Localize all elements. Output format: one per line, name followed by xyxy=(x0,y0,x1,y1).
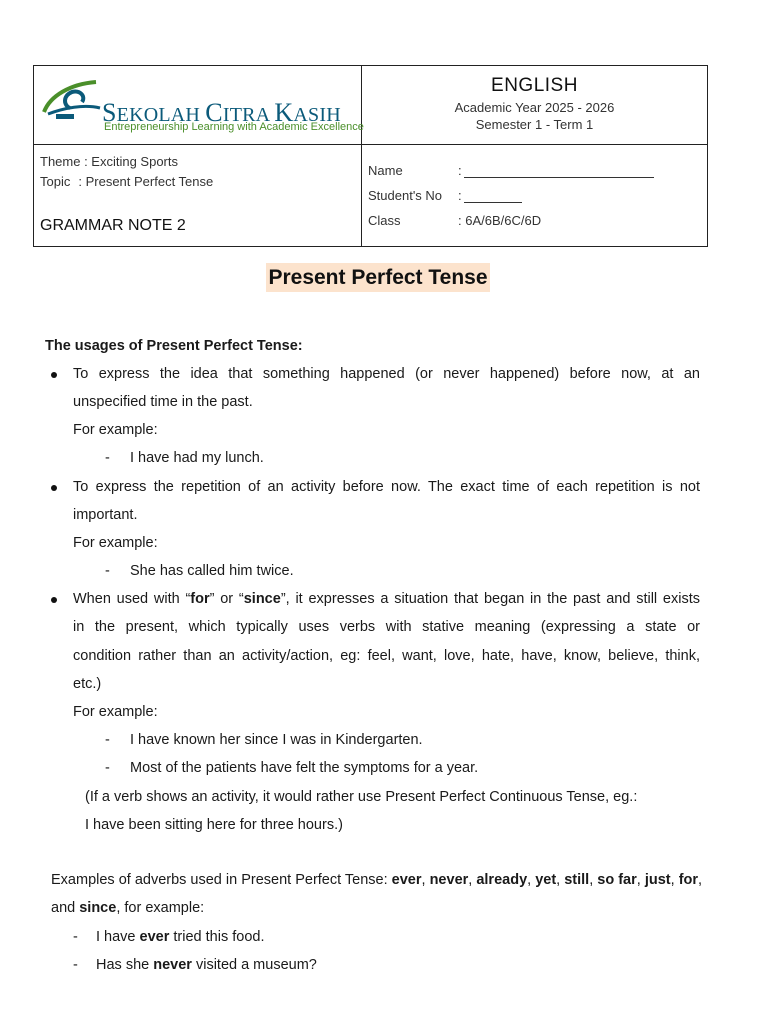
academic-year: Academic Year 2025 - 2026 xyxy=(454,100,615,115)
bullet2-example: She has called him twice. xyxy=(130,563,294,579)
school-logo xyxy=(40,74,364,138)
student-no-row: Student's No : xyxy=(368,188,668,206)
dash: - xyxy=(105,732,110,748)
bullet1-example-label: For example: xyxy=(73,422,158,438)
bullet-dot xyxy=(51,597,57,603)
class-row: Class : 6A/6B/6C/6D xyxy=(368,213,542,228)
bullet2-example-label: For example: xyxy=(73,535,158,551)
bullet3-line4: etc.) xyxy=(73,676,102,692)
logo-swoosh-icon xyxy=(40,78,104,120)
bullet3-note1: (If a verb shows an activity, it would rather use Present Perfect Continuous Tense, eg.: xyxy=(85,789,638,805)
school-name: SEKOLAH CITRA KASIH xyxy=(102,98,341,127)
subject-title: ENGLISH xyxy=(491,75,578,96)
bullet1-line1: To express the idea that something happened (or never happened) before now, at an xyxy=(73,366,700,382)
bullet-dot xyxy=(51,372,57,378)
adverb-example2: Has she never visited a museum? xyxy=(96,957,317,973)
grammar-note-title: GRAMMAR NOTE 2 xyxy=(40,217,186,234)
page-title: Present Perfect Tense xyxy=(0,266,756,290)
usages-heading: The usages of Present Perfect Tense: xyxy=(45,338,303,354)
topic-line: Topic : Present Perfect Tense xyxy=(40,174,214,189)
dash: - xyxy=(73,929,78,945)
student-no-field[interactable] xyxy=(464,190,522,203)
bullet2-line1: To express the repetition of an activity before now. The exact time of each repetition is not xyxy=(73,479,700,495)
semester: Semester 1 - Term 1 xyxy=(475,117,594,132)
dash: - xyxy=(73,957,78,973)
header-table xyxy=(33,65,708,247)
theme-block xyxy=(40,152,213,192)
dash: - xyxy=(105,760,110,776)
dash: - xyxy=(105,563,110,579)
bullet3-example2: Most of the patients have felt the symptoms for a year. xyxy=(130,760,479,776)
name-field[interactable] xyxy=(464,165,654,178)
adverb-example1: I have ever tried this food. xyxy=(96,929,265,945)
bullet3-example1: I have known her since I was in Kindergarten. xyxy=(130,732,423,748)
name-row: Name : xyxy=(368,163,668,181)
header-divider-horizontal xyxy=(34,144,707,145)
school-tagline: Entrepreneurship Learning with Academic Excellence xyxy=(104,121,364,133)
bullet2-line2: important. xyxy=(73,507,138,523)
bullet3-note2: I have been sitting here for three hours.) xyxy=(85,817,343,833)
bullet1-example: I have had my lunch. xyxy=(130,450,264,466)
theme-line: Theme : Exciting Sports xyxy=(40,154,178,169)
dash: - xyxy=(105,450,110,466)
bullet3-line3: condition rather than an activity/action, eg: feel, want, love, hate, have, know, believe, think, xyxy=(73,648,700,664)
adverbs-line1: Examples of adverbs used in Present Perfect Tense: ever, never, already, yet, still, so far, just, for, xyxy=(51,872,703,888)
bullet3-line2: in the present, which typically uses verbs with stative meaning (expressing a state or xyxy=(73,619,700,635)
bullet3-line1: When used with “for” or “since”, it expresses a situation that began in the past and still exists xyxy=(73,591,700,607)
bullet1-line2: unspecified time in the past. xyxy=(73,394,253,410)
subject-block xyxy=(362,66,707,144)
bullet3-example-label: For example: xyxy=(73,704,158,720)
adverbs-line2: and since, for example: xyxy=(51,900,205,916)
bullet-dot xyxy=(51,485,57,491)
